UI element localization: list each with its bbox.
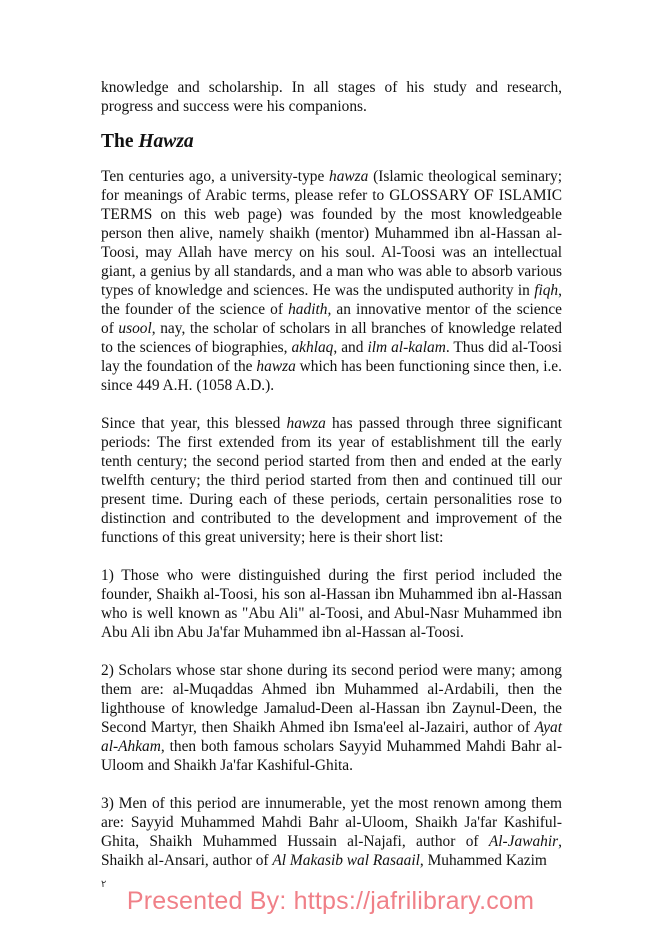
- italic-term: hadith,: [288, 301, 332, 318]
- paragraph-intro-tail: knowledge and scholarship. In all stages of his study and research, progress and success were his companions.: [101, 79, 562, 115]
- section-heading: [101, 130, 562, 154]
- paragraph-third-period: 3) Men of this period are innumerable, yet the most renown among them are: Sayyid Muhammed Mahdi Bahr al-Uloom, Shaikh Ja'far Kashiful-Ghita, Shaikh Muhammed Hussain al-Najafi, author of Al-Jawahir, Shaikh al-Ansari, author of Al Makasib wal Rasaail, Muhammed Kazim: [101, 795, 562, 869]
- italic-term: hawza: [286, 415, 326, 432]
- paragraph-periods: Since that year, this blessed hawza has passed through three significant periods: The first extended from its year of establishment till the early tenth century; the second period started from then and ended at the early twelfth century; the third period started from then and continued till our present time. During each of these periods, certain personalities rose to distinction and contributed to the development and improvement of the functions of this great university; here is their short list:: [101, 415, 562, 546]
- italic-term: ilm al-kalam: [367, 339, 446, 356]
- italic-term: Al-Jawahir: [488, 833, 559, 850]
- italic-term: fiqh: [534, 282, 559, 299]
- paragraph-first-period: 1) Those who were distinguished during the first period included the founder, Shaikh al-Toosi, his son al-Hassan ibn Muhammed ibn al-Hassan who is well known as "Abu Ali" al-Toosi, and Abul-Nasr Muhammed ibn Abu Ali ibn Abu Ja'far Muhammed ibn al-Hassan al-Toosi.: [101, 567, 562, 641]
- watermark-link[interactable]: Presented By: https://jafrilibrary.com: [126, 887, 535, 915]
- document-page: [101, 78, 562, 889]
- italic-term: hawza: [329, 168, 369, 185]
- page-number: ٢: [101, 879, 107, 890]
- paragraph-founding: Ten centuries ago, a university-type hawza (Islamic theological seminary; for meanings of Arabic terms, please refer to GLOSSARY OF ISLAMIC TERMS on this web page) was founded by the most knowledgeable person then alive, namely shaikh (mentor) Muhammed ibn al-Hassan al-Toosi, may Allah have mercy on his soul. Al-Toosi was an intellectual giant, a genius by all standards, and a man who was able to absorb various types of knowledge and sciences. He was the undisputed authority in fiqh, the founder of the science of hadith, an innovative mentor of the science of usool, nay, the scholar of scholars in all branches of knowledge related to the sciences of biographies, akhlaq, and ilm al-kalam. Thus did al-Toosi lay the foundation of the hawza which has been functioning since then, i.e. since 449 A.H. (1058 A.D.).: [101, 168, 563, 394]
- italic-term: akhlaq: [291, 339, 334, 356]
- italic-term: Ayat al-Ahkam: [101, 719, 562, 755]
- italic-term: usool: [118, 320, 152, 337]
- section-heading-italic: Hawza: [138, 131, 194, 152]
- section-heading-prefix: The: [101, 131, 139, 152]
- italic-term: Al Makasib wal Rasaail: [272, 852, 420, 869]
- italic-term: hawza: [256, 358, 296, 375]
- paragraph-second-period: 2) Scholars whose star shone during its second period were many; among them are: al-Muqaddas Ahmed ibn Muhammed al-Ardabili, then the lighthouse of knowledge Jamalud-Deen al-Hassan ibn Zaynul-Deen, the Second Martyr, then Shaikh Ahmed ibn Isma'eel al-Jazairi, author of Ayat al-Ahkam, then both famous scholars Sayyid Muhammed Mahdi Bahr al-Uloom and Shaikh Ja'far Kashiful-Ghita.: [101, 662, 562, 774]
